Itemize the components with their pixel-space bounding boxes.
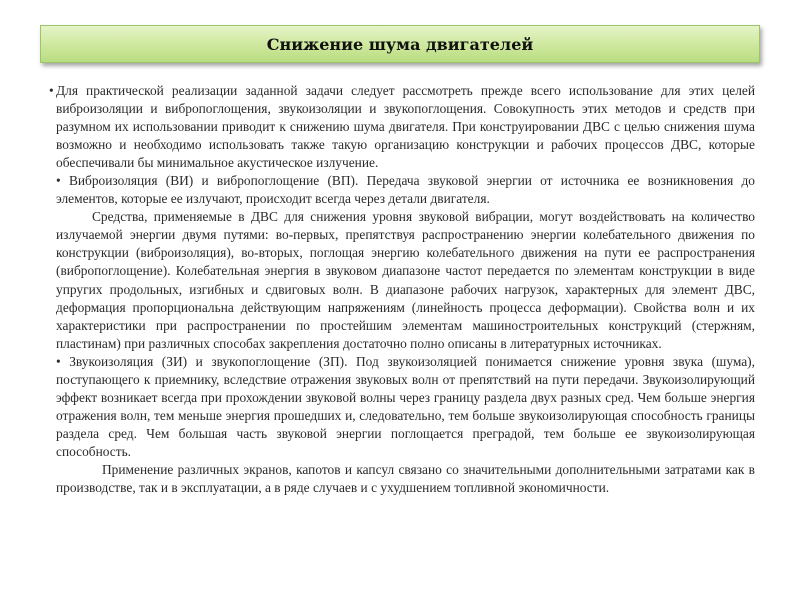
paragraph-screens: Применение различных экранов, капотов и капсул связано со значительными дополнительными затратами как в производстве, так и в эксплуатации, а в ряде случаев и с ухудшением топливной экономичности. bbox=[56, 461, 755, 496]
title-banner bbox=[40, 25, 760, 63]
paragraph-vibration-means: Средства, применяемые в ДВС для снижения уровня звуковой вибрации, могут воздействовать на количество излучаемой энергии двумя путями: во-первых, препятствуя распространению энергии колебательного движения по конструкции (виброизоляция), во-вторых, поглощая энергию колебательного движения на пути ее распространения (вибропоглощение). Колебательная энергия в звуковом диапазоне частот передается по элементам конструкции в виде упругих продольных, изгибных и сдвиговых волн. В диапазоне рабочих нагрузок, характерных для элемент ДВС, деформация пропорциональна действующим напряжениям (линейность процесса деформации). Свойства волн и их характеристики при распространении по простейшим элементам машиностроительных конструкций (стержням, пластинам) при различных способах закрепления достаточно полно описаны в литературных источниках. bbox=[56, 209, 755, 351]
paragraph-intro-text: Для практической реализации заданной задачи следует рассмотреть прежде всего использование для этих целей виброизоляции и вибропоглощения, звукоизоляции и звукопоглощения. Совокупность этих методов и средств при разумном их использовании приводит к снижению шума двигателя. При конструировании ДВС с целью снижения шума возможно и необходимо использовать также такую организацию конструкции и рабочих процессов ДВС, которые обеспечивали бы минимальное акустическое излучение. bbox=[56, 83, 755, 171]
paragraph-intro bbox=[47, 82, 755, 172]
slide-body bbox=[47, 82, 755, 497]
paragraph-vibration-isolation: • Виброизоляция (ВИ) и вибропоглощение (ВП). Передача звуковой энергии от источника ее возникновения до элементов, которые ее излучают, происходит всегда через детали двигателя. bbox=[56, 173, 755, 207]
bullet-icon: • bbox=[49, 83, 54, 98]
paragraph-sound-isolation: • Звукоизоляция (ЗИ) и звукопоглощение (ЗП). Под звукоизоляцией понимается снижение уровня звука (шума), поступающего к приемнику, вследствие отражения звуковых волн от препятствий на пути передачи. Звукоизолирующий эффект возникает всегда при прохождении звуковой волны через границу раздела двух разных сред. Чем больше энергия отражения волн, тем меньше энергия прошедших и, следовательно, тем больше звукоизолирующая способность границы раздела сред. Чем большая часть звуковой энергии поглощается преградой, тем больше ее звукоизолирующая способность. bbox=[56, 353, 755, 459]
slide-title: Снижение шума двигателей bbox=[266, 34, 534, 54]
